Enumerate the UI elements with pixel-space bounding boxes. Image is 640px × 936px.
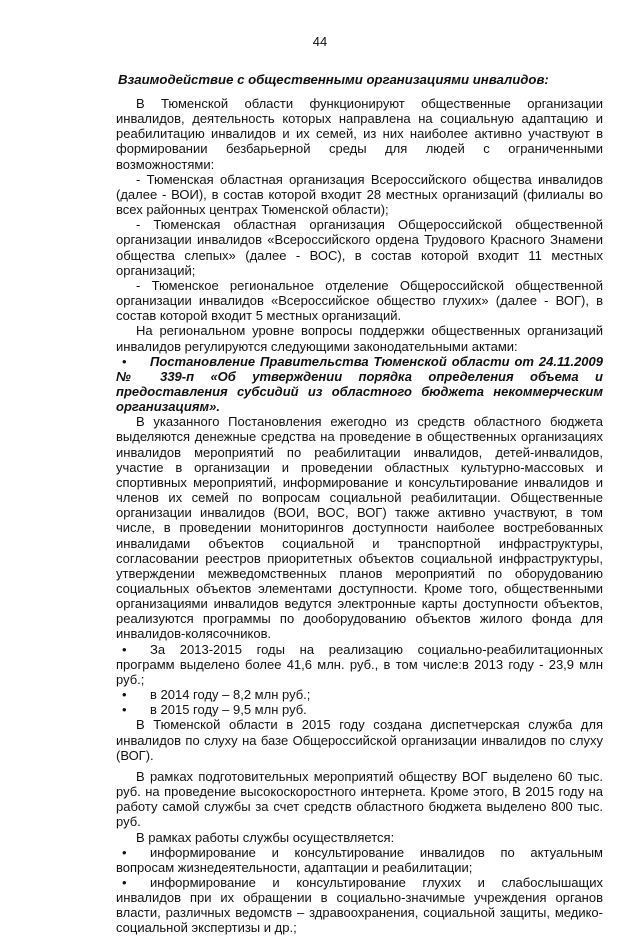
service-item	[116, 875, 603, 936]
org-vos-paragraph: - Тюменская областная организация Общероссийской общественной организации инвалидов «Всероссийского ордена Трудового Красного Знамени общества слепых» (далее - ВОС), в состав которой входит 11 местных организаций;	[116, 217, 603, 278]
intro-paragraph: В Тюменской области функционируют общественные организации инвалидов, деятельность которых направлена на социальную адаптацию и реабилитацию инвалидов и их семей, из них наиболее активно участвуют в формировании безбарьерной среды для людей с ограниченными возможностями:	[116, 96, 603, 172]
service-intro-paragraph: В рамках работы службы осуществляется:	[136, 829, 395, 845]
bullet-icon: •	[122, 687, 127, 703]
org-voi-paragraph: - Тюменская областная организация Всероссийского общества инвалидов (далее - ВОИ), в состав которой входит 28 местных организаций (филиалы во всех районных центрах Тюменской области);	[116, 171, 603, 218]
decree-bullet-item	[116, 354, 603, 415]
service-item-text: информирование и консультирование инвалидов по актуальным вопросам жизнедеятельности, адаптации и реабилитации;	[116, 844, 603, 875]
org-vog-paragraph: - Тюменское региональное отделение Общероссийской общественной организации инвалидов «Всероссийское общество глухих» (далее - ВОГ), в состав которой входит 5 местных организаций.	[116, 277, 603, 324]
preparatory-paragraph: В рамках подготовительных мероприятий обществу ВОГ выделено 60 тыс. руб. на проведение высокоскоростного интернета. Кроме этого, В 2015 году на работу самой службы за счет средств областного бюджета выделено 800 тыс. руб.	[116, 768, 603, 830]
bullet-icon: •	[122, 844, 127, 860]
page-number: 44	[312, 34, 328, 49]
bullet-icon: •	[122, 641, 127, 657]
section-heading: Взаимодействие с общественными организациями инвалидов:	[118, 72, 549, 87]
decree-title: Постановление Правительства Тюменской области от 24.11.2009 № 339-п «Об утверждении порядка определения объема и предоставления субсидий из областного бюджета некоммерческим организациям».	[116, 353, 603, 415]
funding-text: За 2013-2015 годы на реализацию социально-реабилитационных программ выделено более 41,6 млн. руб., в том числе:в 2013 году - 23,9 млн руб.;	[116, 641, 603, 687]
funding-bullet-item	[116, 642, 603, 687]
document-body	[116, 96, 603, 936]
bullet-icon: •	[122, 702, 127, 718]
funding-2015-text: в 2015 году – 9,5 млн руб.	[150, 702, 307, 718]
dispatch-paragraph: В Тюменской области в 2015 году создана диспетчерская служба для инвалидов по слуху на базе Общероссийской организации инвалидов по слуху (ВОГ).	[116, 717, 603, 763]
service-item	[116, 845, 603, 875]
bullet-icon: •	[122, 874, 127, 890]
regional-paragraph: На региональном уровне вопросы поддержки общественных организаций инвалидов регулируются следующими законодательными актами:	[116, 323, 603, 354]
decree-paragraph: В указанного Постановления ежегодно из средств областного бюджета выделяются денежные средства на проведение в общественных организациях инвалидов мероприятий по реабилитации инвалидов, детей-инвалидов, участие в организации и проведении областных культурно-массовых и спортивных мероприятий, информирование и консультирование инвалидов и членов их семей по вопросам социальной реабилитации. Общественные организации инвалидов (ВОИ, ВОС, ВОГ) также активно участвуют, в том числе, в проведении мониторингов доступности наиболее востребованных инвалидами объектов социальной и транспортной инфраструктуры, согласовании реестров приоритетных объектов социальной инфраструктуры, утверждении межведомственных планов мероприятий по оборудованию социальных объектов элементами доступности. Кроме того, общественными организациями инвалидов ведутся электронные карты доступности объектов, реализуются программы по дооборудованию объектов жилого фонда для инвалидов-колясочников.	[116, 414, 603, 642]
service-item-text: информирование и консультирование глухих и слабослышащих инвалидов при их обращении в социально-значимые учреждения органов власти, различных ведомств – здравоохранения, социальной защиты, медико-социальной экспертизы и др.;	[116, 874, 603, 936]
funding-2014-text: в 2014 году – 8,2 млн руб.;	[150, 687, 311, 703]
funding-2014-item	[116, 687, 603, 702]
bullet-icon: •	[122, 353, 127, 369]
funding-2015-item	[116, 702, 603, 717]
